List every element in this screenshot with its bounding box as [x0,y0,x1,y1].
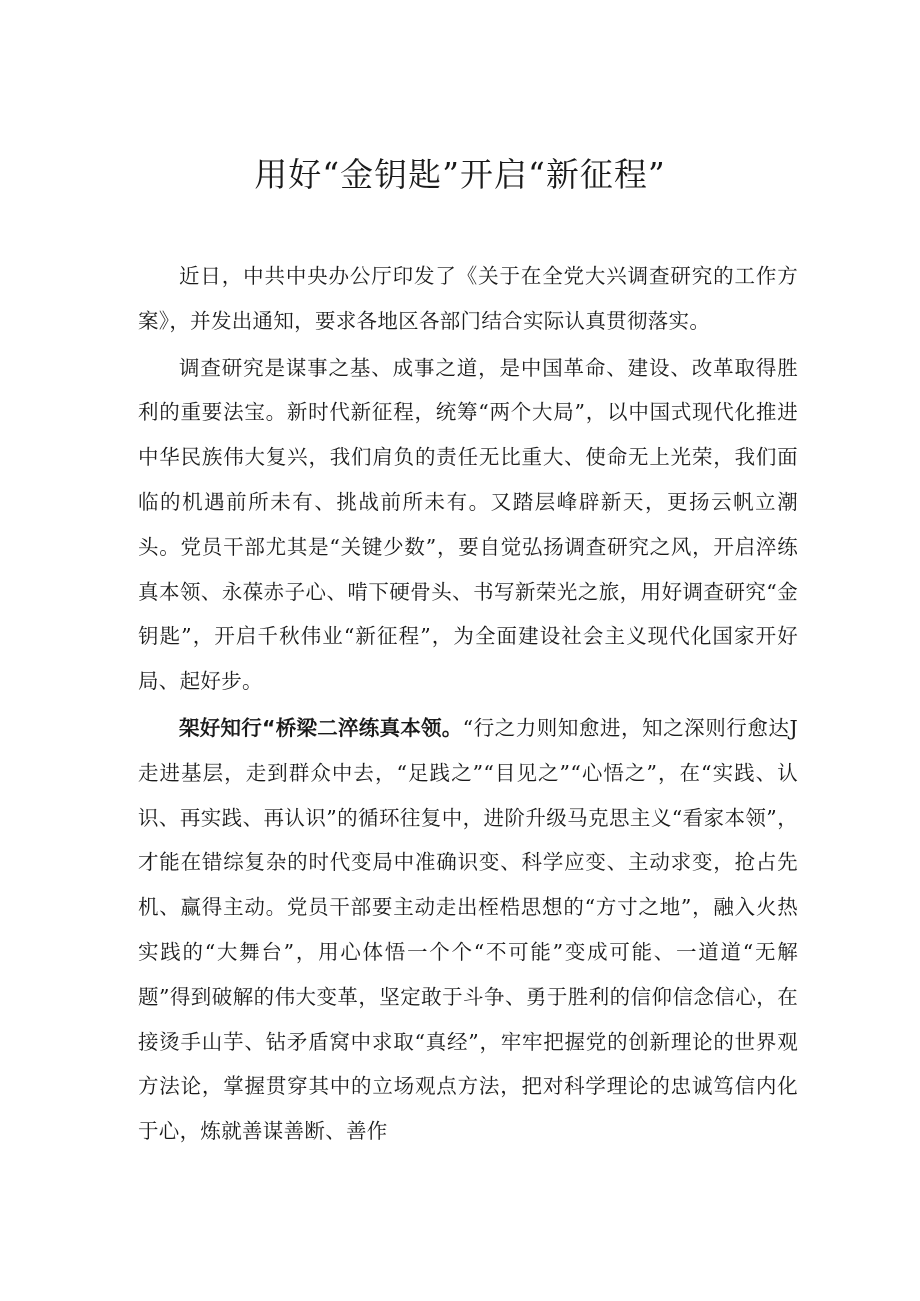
paragraph-2 [138,346,798,704]
paragraph-lead: 架好知行“桥梁二淬练真本领。 [179,715,463,740]
document-title: 用好“金钥匙”开启“新征程” [254,155,666,194]
paragraph-1 [138,254,798,344]
paragraph-text: “行之力则知愈进，知之深则行愈达J走进基层，走到群众中去，“足践之”“目见之”“心悟之”，在“实践、认识、再实践、再认识”的循环往复中，进阶升级马克思主义“看家本领”，才能在错综复杂的时代变局中准确识变、科学应变、主动求变，抢占先机、赢得主动。党员干部要主动走出桎梏思想的“方寸之地”，融入火热实践的“大舞台”，用心体悟一个个“不可能”变成可能、一道道“无解题”得到破解的伟大变革，坚定敢于斗争、勇于胜利的信仰信念信心，在接烫手山芋、钻矛盾窝中求取“真经”，牢牢把握党的创新理论的世界观方法论，掌握贯穿其中的立场观点方法，把对科学理论的忠诚笃信内化于心，炼就善谋善断、善作 [138,715,798,1144]
paragraph-text: 调查研究是谋事之基、成事之道，是中国革命、建设、改革取得胜利的重要法宝。新时代新征程，统筹“两个大局”，以中国式现代化推进中华民族伟大复兴，我们肩负的责任无比重大、使命无上光荣，我们面临的机遇前所未有、挑战前所未有。又踏层峰辟新天，更扬云帆立潮头。党员干部尤其是“关键少数”，要自觉弘扬调查研究之风，开启淬练真本领、永葆赤子心、啃下硬骨头、书写新荣光之旅，用好调查研究“金钥匙”，开启千秋伟业“新征程”，为全面建设社会主义现代化国家开好局、起好步。 [138,355,798,694]
paragraph-3 [138,706,798,1154]
document-body [138,254,798,1156]
paragraph-text: 近日，中共中央办公厅印发了《关于在全党大兴调查研究的工作方案》，并发出通知，要求各地区各部门结合实际认真贯彻落实。 [138,264,798,333]
